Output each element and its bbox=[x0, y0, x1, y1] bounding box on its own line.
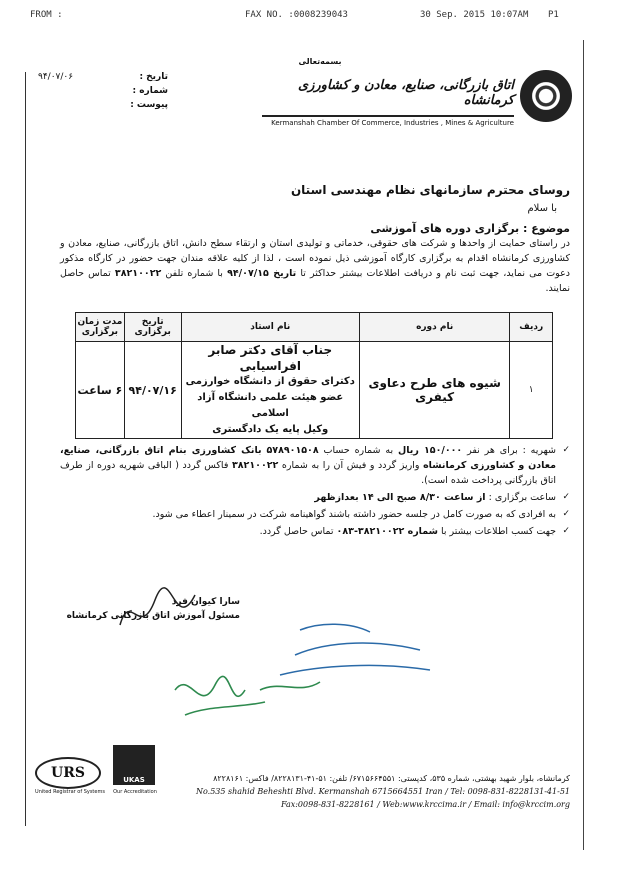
org-name-en: Kermanshah Chamber Of Commerce, Industries , Mines & Agriculture bbox=[262, 115, 514, 127]
info-number: شماره ۳۸۲۱۰۰۲۲-۰۸۳ bbox=[336, 526, 438, 537]
letter-meta bbox=[38, 70, 168, 112]
cell-row-number: ۱ bbox=[510, 342, 553, 439]
letter-body bbox=[60, 236, 570, 296]
time-value: از ساعت ۸/۳۰ صبح الی ۱۴ بعدازظهر bbox=[314, 492, 486, 503]
course-table bbox=[75, 312, 553, 439]
cell-course: شیوه های طرح دعاوی کیفری bbox=[359, 342, 509, 439]
header-duration: مدت زمان برگزاری bbox=[76, 313, 125, 342]
addressee: روسای محترم سازمانهای نظام مهندسی استان bbox=[290, 183, 570, 197]
frame-left-border bbox=[25, 72, 26, 826]
list-item bbox=[60, 507, 570, 522]
list-item bbox=[60, 490, 570, 505]
account-number: ۵۷۸۹۰۱۵۰۸ bbox=[266, 445, 319, 456]
details-list bbox=[60, 443, 570, 541]
time-label: ساعت برگزاری : bbox=[488, 492, 556, 503]
bank-name: بانک کشاورزی بنام اتاق بازرگانی، صنایع، معادن و کشاورزی کرمانشاه bbox=[60, 445, 556, 471]
footer-address bbox=[160, 772, 570, 811]
list-item bbox=[60, 443, 570, 488]
meta-attachment bbox=[38, 98, 168, 112]
address-en: No.535 shahid Beheshti Blvd. Kermanshah 6715664551 Iran / Tel: 0098-831-8228131-41-51 bbox=[195, 787, 570, 796]
instructor-degree: دکترای حقوق از دانشگاه خوارزمی bbox=[185, 376, 355, 387]
urs-caption: United Registrar of Systems bbox=[35, 789, 105, 795]
body-paragraph-2: با شماره تلفن bbox=[165, 268, 223, 279]
header-instructor: نام استاد bbox=[181, 313, 359, 342]
subject-label: موضوع : bbox=[523, 222, 570, 235]
address-fa: کرمانشاه، بلوار شهید بهشتی، شماره ۵۳۵، کدپستی: ۶۷۱۵۶۶۴۵۵۱/ تلفن: ۵۱-۴۱-۸۲۲۸۱۳۱/ فاکس: ۸۲۲۸۱۶۱ bbox=[213, 774, 570, 783]
header-date: تاریخ برگزاری bbox=[124, 313, 181, 342]
info-suffix: تماس حاصل گردد. bbox=[259, 526, 334, 537]
basmala: بسمه‌تعالی bbox=[298, 57, 342, 66]
ukas-caption: Our Accreditation bbox=[113, 789, 157, 795]
check-icon: ✓ bbox=[562, 492, 570, 502]
fee-amount: ۱۵۰/۰۰۰ ریال bbox=[397, 445, 463, 456]
fax-header bbox=[0, 10, 640, 32]
table-header-row bbox=[76, 313, 553, 342]
table-row bbox=[76, 342, 553, 439]
fee-end: فاکس گردد ( الباقی شهریه دوره از طرف اتاق بازرگانی پرداخت شده است). bbox=[60, 460, 556, 486]
fax-from: FROM : bbox=[30, 10, 63, 20]
instructor-name: جناب آقای دکتر صابر افراسیابی bbox=[208, 343, 333, 373]
frame-right-border bbox=[583, 40, 584, 850]
meta-date bbox=[38, 70, 168, 84]
handwritten-annotation-icon bbox=[170, 620, 460, 740]
registration-deadline: تاریخ ۹۴/۰۷/۱۵ bbox=[227, 268, 297, 279]
ukas-logo: UKAS bbox=[113, 745, 155, 785]
subject-text: برگزاری دوره های آموزشی bbox=[370, 222, 520, 235]
signer-name: سارا کیوان فرد bbox=[171, 597, 240, 607]
chamber-logo-icon bbox=[520, 70, 572, 122]
greeting: با سلام bbox=[527, 203, 557, 214]
date-label: تاریخ : bbox=[139, 72, 168, 82]
check-icon: ✓ bbox=[562, 509, 570, 519]
instructor-lawyer: وکیل پایه یک دادگستری bbox=[212, 424, 329, 435]
list-item bbox=[60, 524, 570, 539]
body-paragraph-3: تماس حاصل نمایند. bbox=[60, 268, 570, 294]
meta-number bbox=[38, 84, 168, 98]
fee-prefix: شهریه : برای هر نفر bbox=[467, 445, 556, 456]
header-row-number: ردیف bbox=[510, 313, 553, 342]
cell-duration: ۶ ساعت bbox=[76, 342, 125, 439]
fax-number-value: ۳۸۲۱۰۰۲۲ bbox=[231, 460, 279, 471]
accreditation-logos bbox=[35, 745, 165, 805]
check-icon: ✓ bbox=[562, 445, 570, 455]
fax-number: FAX NO. :0008239043 bbox=[245, 10, 348, 20]
fee-mid: به شماره حساب bbox=[323, 445, 394, 456]
date-value: ۹۴/۰۷/۰۶ bbox=[38, 72, 74, 82]
signer-title: مسئول آموزش اتاق بازرگانی کرمانشاه bbox=[66, 611, 240, 621]
subject-line bbox=[150, 222, 570, 235]
org-name-fa: اتاق بازرگانی، صنایع، معادن و کشاورزی کرمانشاه bbox=[297, 78, 514, 108]
fee-suffix: واریز گردد و فیش آن را به شماره bbox=[281, 460, 420, 471]
registration-phone: ۳۸۲۱۰۰۲۲ bbox=[114, 268, 162, 279]
urs-logo: URS bbox=[35, 757, 101, 789]
body-paragraph-1: در راستای حمایت از واحدها و شرکت های حقوقی، خدماتی و تولیدی استان و ارتقاء سطح دانش، اتاق بازرگانی، صنایع، معادن و کشاورزی کرمانشاه اقدام به برگزاری کارگاه آموزشی ذیل نموده است ، لذا از کلیه علاقه مندان جهت حضور در کارگاه مذکور دعوت می نماید، جهت ثبت نام و دریافت اطلاعات بیشتر حداکثر تا bbox=[60, 238, 570, 279]
cell-instructor bbox=[181, 342, 359, 439]
fax-datetime: 30 Sep. 2015 10:07AM bbox=[420, 10, 529, 20]
number-label: شماره : bbox=[132, 86, 168, 96]
fax-page: P1 bbox=[548, 10, 559, 20]
header-course: نام دوره bbox=[359, 313, 509, 342]
check-icon: ✓ bbox=[562, 526, 570, 536]
attachment-label: پیوست : bbox=[130, 100, 168, 110]
info-prefix: جهت کسب اطلاعات بیشتر با bbox=[441, 526, 556, 537]
certificate-note: به افرادی که به صورت کامل در جلسه حضور داشته باشند گواهینامه شرکت در سمینار اعطاء می شود. bbox=[152, 509, 556, 520]
instructor-faculty: عضو هیئت علمی دانشگاه آزاد اسلامی bbox=[197, 392, 344, 419]
cell-date: ۹۴/۰۷/۱۶ bbox=[124, 342, 181, 439]
contact-en: Fax:0098-831-8228161 / Web:www.krccima.ir / Email: info@krccim.org bbox=[280, 800, 570, 809]
